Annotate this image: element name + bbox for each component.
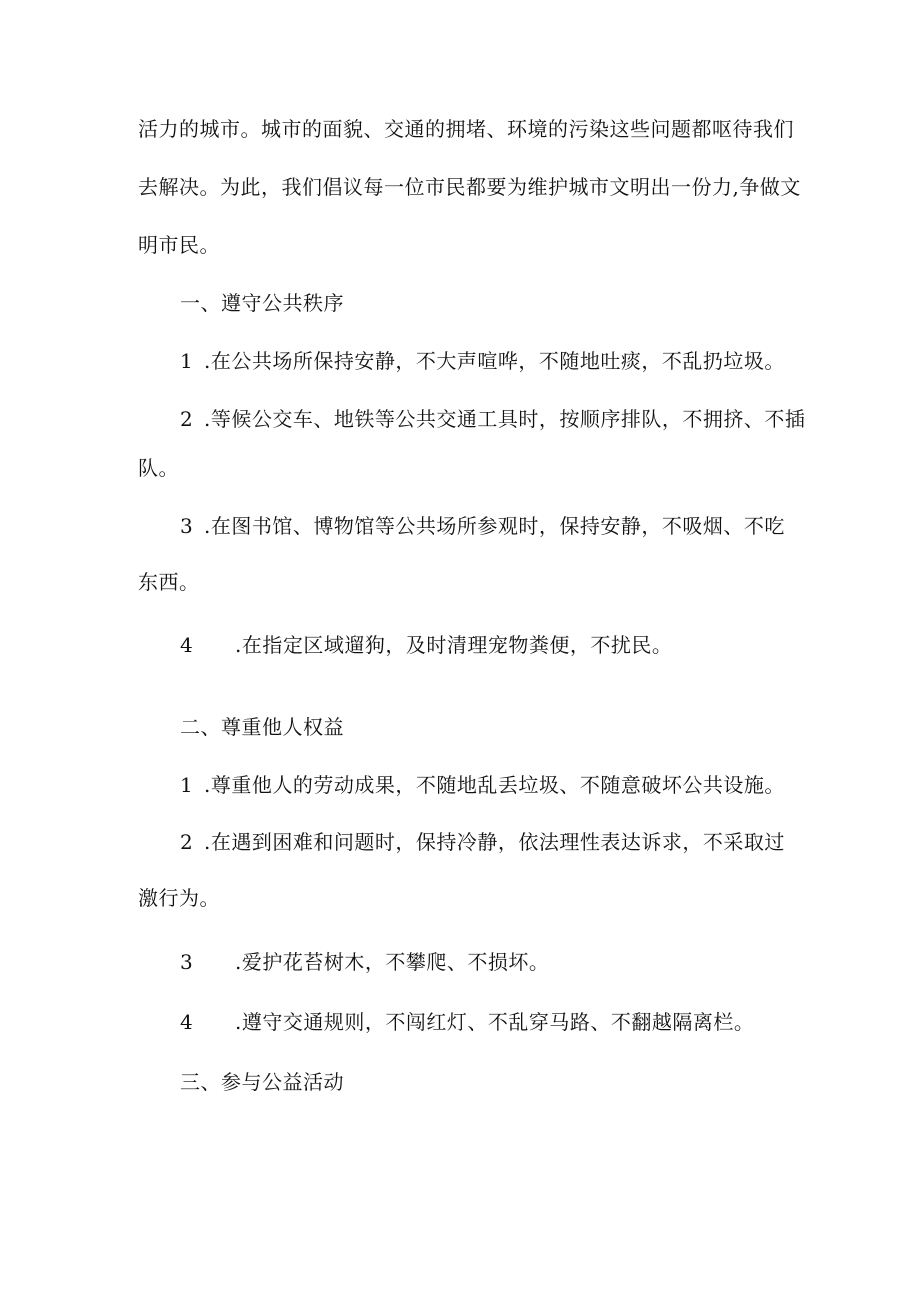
item-text: .在公共场所保持安静，不大声喧哗，不随地吐痰，不乱扔垃圾。 <box>204 349 785 373</box>
item-text: .在遇到困难和问题时，保持冷静，依法理性表达诉求，不采取过 <box>204 830 785 854</box>
item-text: .遵守交通规则，不闯红灯、不乱穿马路、不翻越隔离栏。 <box>235 1010 755 1034</box>
item-text: .等候公交车、地铁等公共交通工具时，按顺序排队，不拥挤、不插 <box>204 407 806 431</box>
list-item <box>180 348 785 374</box>
section-heading-2: 二、尊重他人权益 <box>180 715 344 739</box>
list-item <box>180 829 785 855</box>
item-text: .在指定区域遛狗，及时清理宠物粪便，不扰民。 <box>235 633 673 657</box>
list-item <box>180 632 672 658</box>
item-number: 2 <box>180 830 194 854</box>
item-number: 2 <box>180 407 194 431</box>
item-continuation: 激行为。 <box>138 886 220 910</box>
intro-line-1: 活力的城市。城市的面貌、交通的拥堵、环境的污染这些问题都呕待我们 <box>138 117 794 141</box>
intro-line-2: 去解决。为此，我们倡议每一位市民都要为维护城市文明出一份力,争做文 <box>138 175 801 199</box>
item-continuation: 东西。 <box>138 570 200 594</box>
item-text: .尊重他人的劳动成果，不随地乱丢垃圾、不随意破坏公共设施。 <box>204 773 785 797</box>
section-heading-1: 一、遵守公共秩序 <box>180 291 344 315</box>
list-item <box>180 772 785 798</box>
item-number: 3 <box>180 950 194 974</box>
item-number: 1 <box>180 349 194 373</box>
list-item <box>180 1009 754 1035</box>
item-continuation: 队。 <box>138 456 179 480</box>
intro-line-3: 明市民。 <box>138 233 220 257</box>
item-text: .在图书馆、博物馆等公共场所参观时，保持安静，不吸烟、不吃 <box>204 514 785 538</box>
list-item <box>180 949 549 975</box>
section-heading-3: 三、参与公益活动 <box>180 1070 344 1094</box>
item-number: 4 <box>180 1010 194 1034</box>
list-item <box>180 513 785 539</box>
item-number: 3 <box>180 514 194 538</box>
item-number: 1 <box>180 773 194 797</box>
item-text: .爱护花苔树木，不攀爬、不损坏。 <box>235 950 550 974</box>
list-item <box>180 406 805 432</box>
item-number: 4 <box>180 633 194 657</box>
